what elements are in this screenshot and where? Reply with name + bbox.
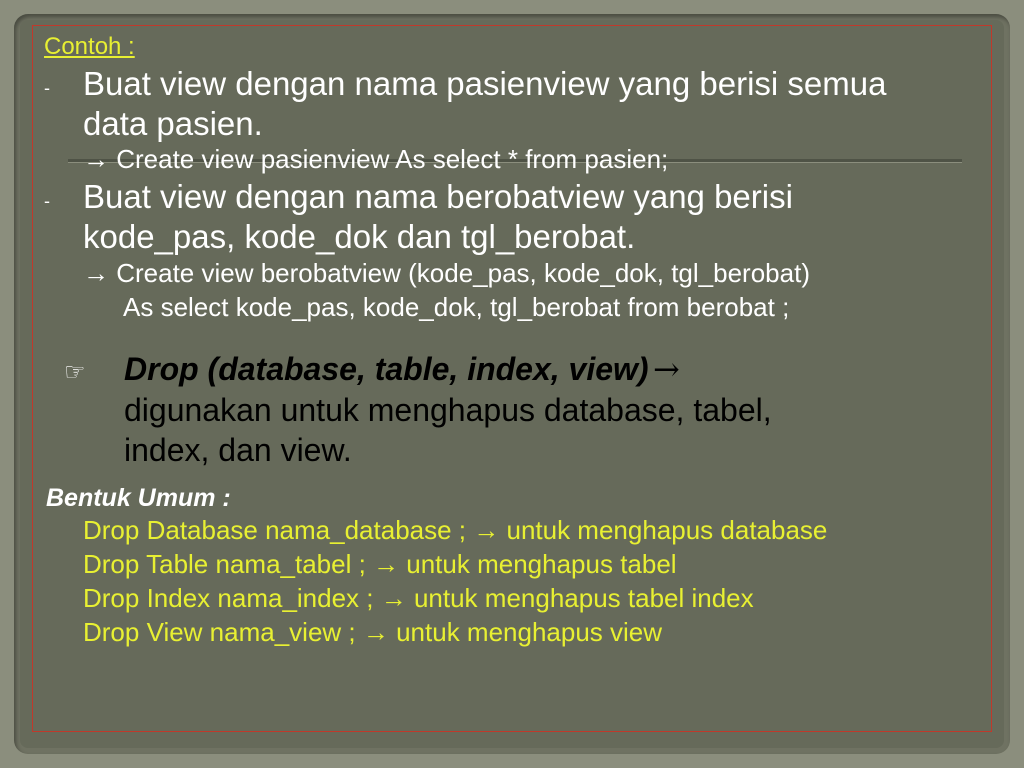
drop-description-line-2: index, dan view. [124,432,352,468]
bullet-marker-1: - [44,78,50,98]
bullet-2-code-line-2: As select kode_pas, kode_dok, tgl_berobat from berobat ; [123,292,790,322]
bullet-marker-2: - [44,191,50,211]
drop-arrow: → [653,350,680,388]
syntax-drop-view: Drop View nama_view ; → untuk menghapus view [83,617,663,647]
syntax-drop-database: Drop Database nama_database ; → untuk menghapus database [83,515,828,545]
syntax-drop-index: Drop Index nama_index ; → untuk menghapus tabel index [83,583,754,613]
bullet-1-code: → Create view pasienview As select * from pasien; [83,144,669,174]
drop-description-line-1: digunakan untuk menghapus database, tabel, [124,392,772,428]
bentuk-umum-label: Bentuk Umum : [46,484,231,512]
drop-title: Drop (database, table, index, view) [124,351,649,387]
syntax-drop-table: Drop Table nama_tabel ; → untuk menghapus tabel [83,549,677,579]
bullet-2-line-1: Buat view dengan nama berobatview yang berisi [83,178,793,215]
bullet-1-line-2: data pasien. [83,105,263,142]
bullet-1-line-1: Buat view dengan nama pasienview yang berisi semua [83,65,887,102]
bullet-2-line-2: kode_pas, kode_dok dan tgl_berobat. [83,218,636,255]
bullet-2-code-line-1: → Create view berobatview (kode_pas, kode_dok, tgl_berobat) [83,258,810,288]
pointing-hand-icon: ☞ [64,359,86,386]
contoh-heading: Contoh : [44,33,135,60]
drop-title-line [124,350,680,388]
